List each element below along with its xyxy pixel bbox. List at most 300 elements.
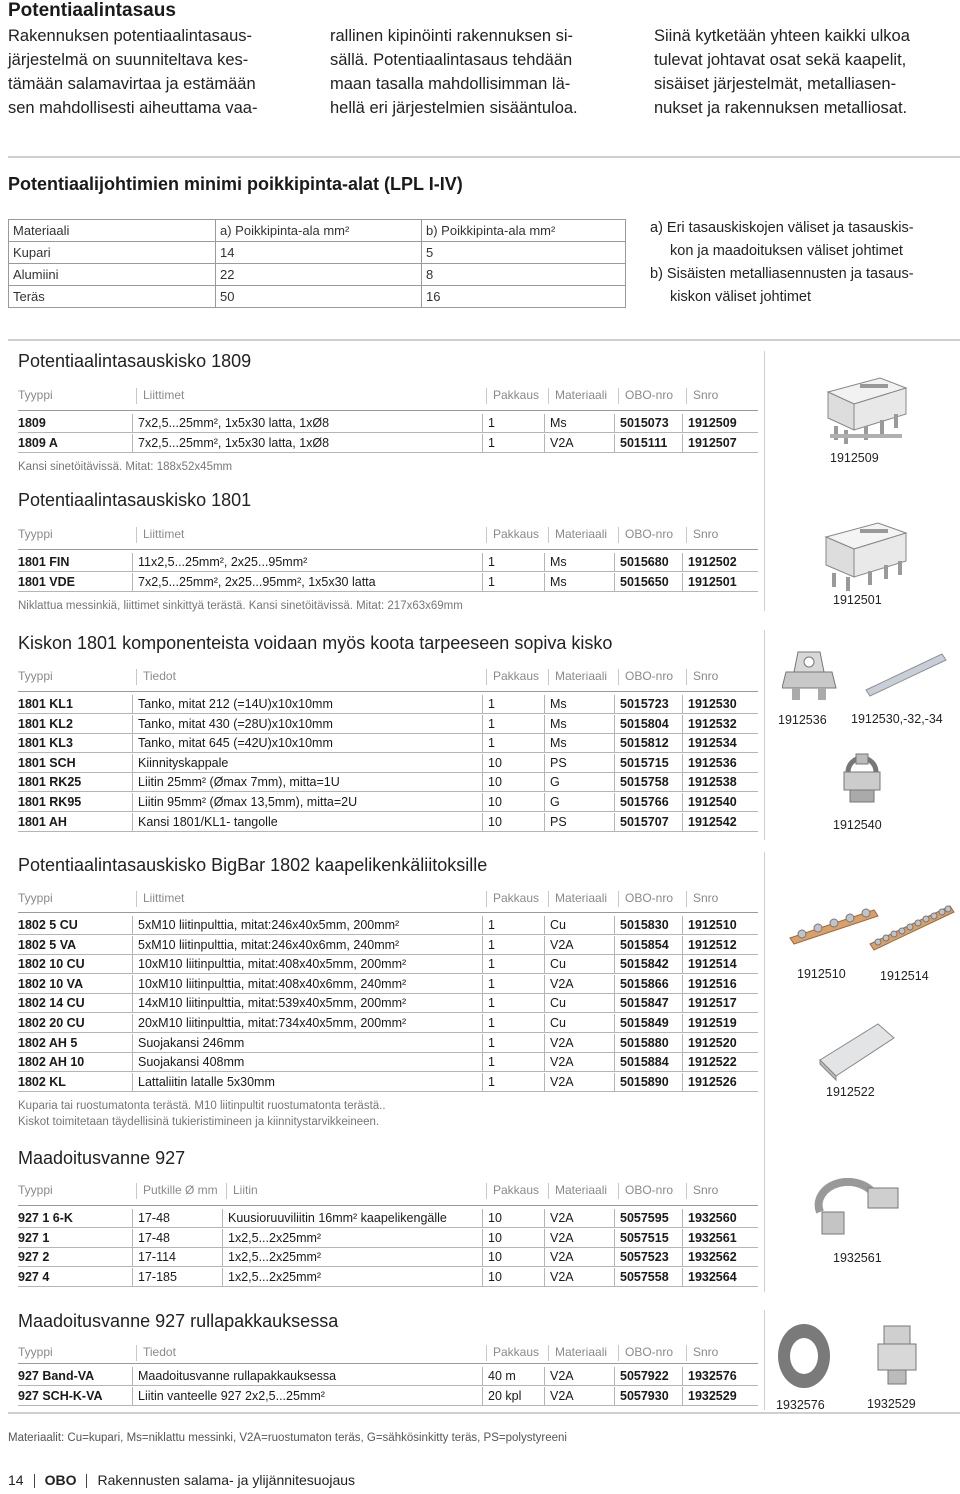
table-cell: 1802 KL xyxy=(18,1074,66,1089)
table-cell: 1802 20 CU xyxy=(18,1016,85,1030)
cell-separator xyxy=(482,1073,483,1092)
cell-separator xyxy=(614,1034,615,1053)
table-cell: 5015884 xyxy=(620,1055,669,1070)
cell-separator xyxy=(132,1367,133,1386)
caption-1912501: 1912501 xyxy=(833,593,882,607)
table-cell: 5 xyxy=(422,242,626,264)
header-cell: Tiedot xyxy=(136,1345,176,1361)
table-cell: 1912538 xyxy=(688,775,737,790)
cell-separator xyxy=(544,813,545,832)
table-cell: V2A xyxy=(550,1230,574,1245)
table-cell: Ms xyxy=(550,416,567,430)
header-cell: Liittimet xyxy=(136,891,184,907)
cell-separator xyxy=(682,994,683,1013)
divider xyxy=(8,1412,960,1414)
caption-1912522: 1912522 xyxy=(826,1085,875,1099)
cell-separator xyxy=(544,1367,545,1386)
cell-separator xyxy=(132,695,133,714)
cell-separator xyxy=(482,1367,483,1386)
cell-separator xyxy=(544,1248,545,1267)
table-row xyxy=(18,1014,758,1033)
cell-separator xyxy=(544,1053,545,1072)
table-cell: 10xM10 liitinpulttia, mitat:408x40x6mm, 240mm² xyxy=(138,976,407,991)
table-cell: 1912532 xyxy=(688,716,737,731)
header-cell: Pakkaus xyxy=(486,388,539,404)
table-cell: 11x2,5...25mm², 2x25...95mm² xyxy=(138,555,308,569)
table-cell: V2A xyxy=(550,1269,574,1284)
section-note: Kuparia tai ruostumatonta terästä. M10 liitinpultit ruostumatonta terästä.. xyxy=(18,1100,386,1112)
table-row xyxy=(18,715,758,734)
header-cell: OBO-nro xyxy=(618,388,673,404)
table-cell: 5015723 xyxy=(620,697,669,711)
cell-separator xyxy=(614,1268,615,1287)
rail-1809-image xyxy=(820,370,910,450)
band-clamp-image xyxy=(872,1322,924,1388)
section-title: Potentiaalintasauskisko BigBar 1802 kaapelikenkäliitoksille xyxy=(18,855,488,875)
cell-separator xyxy=(682,955,683,974)
table-cell: 1912542 xyxy=(688,814,737,829)
table-cell: Liitin 95mm² (Ømax 13,5mm), mitta=2U xyxy=(138,795,358,809)
cell-separator xyxy=(482,793,483,812)
table-cell: Liitin vanteelle 927 2x2,5...25mm² xyxy=(138,1388,325,1403)
table-cell: a) Poikkipinta-ala mm² xyxy=(216,220,422,242)
cell-separator xyxy=(614,1248,615,1267)
table-cell: 1932561 xyxy=(688,1230,737,1245)
table-cell: 20xM10 liitinpulttia, mitat:734x40x5mm, 200mm² xyxy=(138,1016,407,1030)
table-row xyxy=(18,754,758,773)
image-column-rule xyxy=(764,630,765,840)
intro-title: Potentiaalintasaus xyxy=(8,0,176,21)
cell-separator xyxy=(544,1014,545,1033)
cell-separator xyxy=(132,994,133,1013)
table-cell: V2A xyxy=(550,1055,574,1070)
table-cell: 1 xyxy=(488,416,495,430)
table-row xyxy=(18,1248,758,1267)
table-cell: 1 xyxy=(488,736,495,751)
table-cell: 1912509 xyxy=(688,416,737,430)
table-row xyxy=(18,975,758,994)
cell-separator xyxy=(682,695,683,714)
cell-separator xyxy=(614,936,615,955)
cell-separator xyxy=(614,1387,615,1406)
bigbar-5-image xyxy=(788,900,880,948)
cell-separator xyxy=(132,813,133,832)
table-cell: V2A xyxy=(550,1369,574,1383)
page-footer xyxy=(8,1472,355,1488)
header-cell: Materiaali xyxy=(548,388,607,404)
table-cell: 1 xyxy=(488,555,495,569)
table-cell: V2A xyxy=(550,435,574,450)
table-cell: 5057558 xyxy=(620,1269,669,1284)
caption-1912510: 1912510 xyxy=(797,967,846,981)
header-cell: Tyyppi xyxy=(18,1183,53,1197)
cell-separator xyxy=(682,793,683,812)
cell-separator xyxy=(482,975,483,994)
image-column-rule xyxy=(764,852,765,1292)
table-row xyxy=(18,793,758,812)
header-cell: Tyyppi xyxy=(18,527,53,541)
table-cell: 5015650 xyxy=(620,574,669,589)
caption-1912509: 1912509 xyxy=(830,451,879,465)
cell-separator xyxy=(682,1014,683,1033)
table-row xyxy=(18,734,758,753)
cell-separator xyxy=(482,813,483,832)
header-cell: Snro xyxy=(686,669,718,685)
table-cell: V2A xyxy=(550,1250,574,1265)
cell-separator xyxy=(614,813,615,832)
cell-separator xyxy=(482,434,483,453)
materials-footnote: Materiaalit: Cu=kupari, Ms=niklattu messinki, V2A=ruostumaton teräs, G=sähkösinkitty teräs, PS=polystyreeni xyxy=(8,1432,567,1444)
table-row xyxy=(18,553,758,572)
header-cell: Pakkaus xyxy=(486,1183,539,1199)
cell-separator xyxy=(482,1034,483,1053)
cell-separator xyxy=(682,1053,683,1072)
cell-separator xyxy=(132,1209,133,1228)
table-cell: 5057523 xyxy=(620,1250,669,1265)
section-title: Kiskon 1801 komponenteista voidaan myös koota tarpeeseen sopiva kisko xyxy=(18,633,613,653)
cell-separator xyxy=(614,434,615,453)
cell-separator xyxy=(614,773,615,792)
cell-separator xyxy=(682,916,683,935)
cell-separator xyxy=(544,773,545,792)
table-cell: 1801 KL3 xyxy=(18,736,73,751)
table-cell: 5015073 xyxy=(620,416,669,430)
header-cell: Tyyppi xyxy=(18,669,53,683)
cell-separator xyxy=(682,1209,683,1228)
table-cell: 5015812 xyxy=(620,736,669,751)
table-cell: V2A xyxy=(550,937,574,952)
table-cell: 17-185 xyxy=(138,1269,177,1284)
table-cell: 1932564 xyxy=(688,1269,737,1284)
caption-1912514: 1912514 xyxy=(880,969,929,983)
table-cell: 1 xyxy=(488,435,495,450)
table-row xyxy=(18,1229,758,1248)
table-cell: Materiaali xyxy=(9,220,216,242)
cell-separator xyxy=(482,955,483,974)
cell-separator xyxy=(482,1014,483,1033)
cell-separator xyxy=(132,975,133,994)
cell-separator xyxy=(132,734,133,753)
table-cell: 1912540 xyxy=(688,795,737,809)
cell-separator xyxy=(482,773,483,792)
table-cell: 14xM10 liitinpulttia, mitat:539x40x5mm, 200mm² xyxy=(138,996,407,1011)
cell-separator xyxy=(482,734,483,753)
section-title: Maadoitusvanne 927 xyxy=(18,1148,186,1168)
cell-separator xyxy=(682,1034,683,1053)
cell-separator xyxy=(544,936,545,955)
header-cell: OBO-nro xyxy=(618,891,673,907)
table-cell: 5015847 xyxy=(620,996,669,1011)
table-cell: 1802 AH 10 xyxy=(18,1055,85,1070)
table-cell: Cu xyxy=(550,957,566,972)
cell-separator xyxy=(682,715,683,734)
table-header xyxy=(18,380,758,408)
header-cell: OBO-nro xyxy=(618,1183,673,1199)
table-cell: 10 xyxy=(488,795,502,809)
cell-separator xyxy=(132,553,133,572)
header-cell: Tiedot xyxy=(136,669,176,685)
table-cell: G xyxy=(550,795,560,809)
cell-separator xyxy=(544,994,545,1013)
table-cell: 10 xyxy=(488,1269,502,1284)
table-cell: 7x2,5...25mm², 1x5x30 latta, 1xØ8 xyxy=(138,435,330,450)
table-cell: 5015715 xyxy=(620,755,669,770)
table-cell: 5xM10 liitinpulttia, mitat:246x40x5mm, 200mm² xyxy=(138,918,400,932)
table-cell: 5015842 xyxy=(620,957,669,972)
cell-separator xyxy=(544,975,545,994)
table-cell: 1912510 xyxy=(688,918,737,932)
caption-1912536: 1912536 xyxy=(778,713,827,727)
cell-separator xyxy=(544,695,545,714)
cell-separator xyxy=(544,715,545,734)
table-cell: 7x2,5...25mm², 2x25...95mm², 1x5x30 latta xyxy=(138,574,376,589)
cell-separator xyxy=(544,1268,545,1287)
table-cell: 5015758 xyxy=(620,775,669,790)
cell-separator xyxy=(482,1229,483,1248)
cell-separator xyxy=(544,414,545,433)
table-cell: V2A xyxy=(550,1211,574,1225)
header-underline xyxy=(18,1363,758,1364)
cell-separator xyxy=(132,793,133,812)
bigbar-10-image xyxy=(868,898,956,954)
footer-subtitle: Rakennusten salama- ja ylijännitesuojaus xyxy=(97,1472,356,1488)
header-cell: Materiaali xyxy=(548,527,607,543)
table-cell: 5015111 xyxy=(620,435,668,450)
cell-separator xyxy=(132,573,133,592)
cell-separator xyxy=(614,1367,615,1386)
table-cell: 5015830 xyxy=(620,918,669,932)
lpl-table xyxy=(8,219,626,308)
table-cell: Cu xyxy=(550,918,566,932)
table-cell: 1x2,5...2x25mm² xyxy=(228,1230,322,1245)
header-cell: Materiaali xyxy=(548,669,607,685)
table-cell: 1912522 xyxy=(688,1055,737,1070)
cell-separator xyxy=(682,414,683,433)
table-cell: 1912536 xyxy=(688,755,737,770)
table-cell: 10 xyxy=(488,814,502,829)
cell-separator xyxy=(482,715,483,734)
caption-1912530: 1912530,-32,-34 xyxy=(851,712,943,726)
cell-separator xyxy=(682,936,683,955)
divider xyxy=(8,156,960,158)
header-underline xyxy=(18,691,758,692)
caption-1932529: 1932529 xyxy=(867,1397,916,1411)
table-cell: 1801 VDE xyxy=(18,574,75,589)
table-cell: 10xM10 liitinpulttia, mitat:408x40x5mm, 200mm² xyxy=(138,957,407,972)
cell-separator xyxy=(222,1268,223,1287)
table-cell: Kiinnityskappale xyxy=(138,755,229,770)
cell-separator xyxy=(132,955,133,974)
table-header xyxy=(18,1175,758,1203)
table-cell: 17-48 xyxy=(138,1211,170,1225)
cell-separator xyxy=(614,1073,615,1092)
table-cell: 5057595 xyxy=(620,1211,669,1225)
cell-separator xyxy=(482,1248,483,1267)
table-cell: 1802 AH 5 xyxy=(18,1035,78,1050)
table-cell: 40 m xyxy=(488,1369,516,1383)
table-cell: Kuusioruuviliitin 16mm² kaapelikengälle xyxy=(228,1211,447,1225)
cell-separator xyxy=(544,1209,545,1228)
cell-separator xyxy=(614,414,615,433)
table-cell: 1912534 xyxy=(688,736,737,751)
cell-separator xyxy=(132,1229,133,1248)
table-cell: 927 SCH-K-VA xyxy=(18,1388,103,1403)
cell-separator xyxy=(682,773,683,792)
cell-separator xyxy=(482,414,483,433)
table-cell: 1809 A xyxy=(18,435,58,450)
cell-separator xyxy=(614,695,615,714)
cell-separator xyxy=(682,434,683,453)
cell-separator xyxy=(682,573,683,592)
table-cell: Liitin 25mm² (Ømax 7mm), mitta=1U xyxy=(138,775,340,790)
table-row xyxy=(9,242,626,264)
table-row xyxy=(18,1387,758,1406)
table-cell: 1932560 xyxy=(688,1211,737,1225)
table-cell: Ms xyxy=(550,555,567,569)
band-roll-image xyxy=(774,1320,838,1392)
table-cell: 1912512 xyxy=(688,937,737,952)
table-cell: 1912517 xyxy=(688,996,737,1011)
cell-separator xyxy=(614,715,615,734)
header-cell: Snro xyxy=(686,1345,718,1361)
cell-separator xyxy=(544,1387,545,1406)
table-cell: b) Poikkipinta-ala mm² xyxy=(422,220,626,242)
table-cell: 1802 10 CU xyxy=(18,957,85,972)
header-cell: Snro xyxy=(686,891,718,907)
cell-separator xyxy=(482,1209,483,1228)
section-title: Potentiaalintasauskisko 1801 xyxy=(18,490,252,510)
cell-separator xyxy=(614,1014,615,1033)
cell-separator xyxy=(132,434,133,453)
table-cell: G xyxy=(550,775,560,790)
table-cell: 1912526 xyxy=(688,1074,737,1089)
clamp-image xyxy=(836,750,888,808)
table-cell: 1 xyxy=(488,976,495,991)
cell-separator xyxy=(222,1209,223,1228)
table-cell: 1932562 xyxy=(688,1250,737,1265)
cell-separator xyxy=(614,734,615,753)
header-cell: Pakkaus xyxy=(486,669,539,685)
caption-1932576: 1932576 xyxy=(776,1398,825,1412)
cell-separator xyxy=(682,1073,683,1092)
table-cell: Ms xyxy=(550,697,567,711)
table-row xyxy=(18,1034,758,1053)
header-cell: Materiaali xyxy=(548,891,607,907)
cell-separator xyxy=(132,916,133,935)
table-row xyxy=(18,573,758,592)
table-cell: 10 xyxy=(488,1230,502,1245)
table-row xyxy=(18,1053,758,1072)
table-cell: PS xyxy=(550,814,567,829)
table-cell: 1801 KL1 xyxy=(18,697,73,711)
cell-separator xyxy=(482,553,483,572)
cell-separator xyxy=(132,1268,133,1287)
table-cell: 14 xyxy=(216,242,422,264)
intro-column-2: rallinen kipinöinti rakennuksen si- sällä. Potentiaalintasaus tehdään maan tasalla mahdollisimman lä- hellä eri järjestelmien sisääntuloa. xyxy=(330,27,578,117)
section-note: Kansi sinetöitävissä. Mitat: 188x52x45mm xyxy=(18,461,233,473)
cell-separator xyxy=(614,1229,615,1248)
table-cell: 1912519 xyxy=(688,1016,737,1030)
rail-1801-image xyxy=(818,515,910,595)
table-row xyxy=(18,916,758,935)
table-cell: 1801 SCH xyxy=(18,755,76,770)
cell-separator xyxy=(614,994,615,1013)
table-row xyxy=(9,286,626,308)
table-cell: 1 xyxy=(488,957,495,972)
intro-column-3: Siinä kytketään yhteen kaikki ulkoa tulevat johtavat osat sekä kaapelit, sisäiset järjestelmät, metalliasen- nukset ja rakennuksen metalliosat. xyxy=(654,27,910,117)
table-row xyxy=(18,414,758,433)
table-cell: 5015707 xyxy=(620,814,669,829)
lpl-notes xyxy=(650,217,960,309)
table-cell: 5015804 xyxy=(620,716,669,731)
table-cell: 5057930 xyxy=(620,1388,669,1403)
table-cell: 1912516 xyxy=(688,976,737,991)
table-cell: 1802 5 VA xyxy=(18,937,77,952)
table-header xyxy=(18,883,758,911)
table-cell: 10 xyxy=(488,755,502,770)
table-cell: 17-48 xyxy=(138,1230,170,1245)
table-cell: 1912520 xyxy=(688,1035,737,1050)
section-note: Niklattua messinkiä, liittimet sinkittyä terästä. Kansi sinetöitävissä. Mitat: 217x63x69mm xyxy=(18,600,463,612)
table-cell: 5015849 xyxy=(620,1016,669,1030)
table-cell: 1912507 xyxy=(688,435,737,450)
cell-separator xyxy=(544,573,545,592)
earthing-band-image xyxy=(800,1178,904,1240)
cell-separator xyxy=(682,553,683,572)
cell-separator xyxy=(482,573,483,592)
table-cell: Maadoitusvanne rullapakkauksessa xyxy=(138,1369,337,1383)
cell-separator xyxy=(614,1209,615,1228)
image-column-rule xyxy=(764,1310,765,1410)
table-cell: Cu xyxy=(550,1016,566,1030)
header-cell: Pakkaus xyxy=(486,527,539,543)
table-cell: 5015680 xyxy=(620,555,669,569)
table-cell: 22 xyxy=(216,264,422,286)
cell-separator xyxy=(132,1014,133,1033)
cell-separator xyxy=(544,916,545,935)
table-row xyxy=(18,994,758,1013)
cell-separator xyxy=(482,1387,483,1406)
cell-separator xyxy=(682,1248,683,1267)
table-cell: Ms xyxy=(550,736,567,751)
table-cell: 10 xyxy=(488,1211,502,1225)
cell-separator xyxy=(682,813,683,832)
cell-separator xyxy=(222,1248,223,1267)
header-underline xyxy=(18,549,758,550)
table-cell: Ms xyxy=(550,574,567,589)
table-header xyxy=(18,519,758,547)
table-cell: Suojakansi 408mm xyxy=(138,1055,245,1070)
cell-separator xyxy=(132,414,133,433)
header-cell: Snro xyxy=(686,1183,718,1199)
note-a: a) Eri tasauskiskojen väliset ja tasauskis- kon ja maadoituksen väliset johtimet xyxy=(650,220,914,259)
cell-separator xyxy=(682,1367,683,1386)
table-cell: 7x2,5...25mm², 1x5x30 latta, 1xØ8 xyxy=(138,416,330,430)
cell-separator xyxy=(544,1073,545,1092)
table-cell: Tanko, mitat 212 (=14U)x10x10mm xyxy=(138,697,333,711)
table-cell: 5057922 xyxy=(620,1369,669,1383)
table-cell: 1 xyxy=(488,574,495,589)
header-cell: Snro xyxy=(686,527,718,543)
cell-separator xyxy=(614,754,615,773)
table-cell: 5xM10 liitinpulttia, mitat:246x40x6mm, 240mm² xyxy=(138,937,400,952)
cell-separator xyxy=(132,936,133,955)
table-cell: 17-114 xyxy=(138,1250,176,1265)
table-cell: 50 xyxy=(216,286,422,308)
caption-1912540: 1912540 xyxy=(833,818,882,832)
header-cell: OBO-nro xyxy=(618,527,673,543)
table-cell: PS xyxy=(550,755,567,770)
